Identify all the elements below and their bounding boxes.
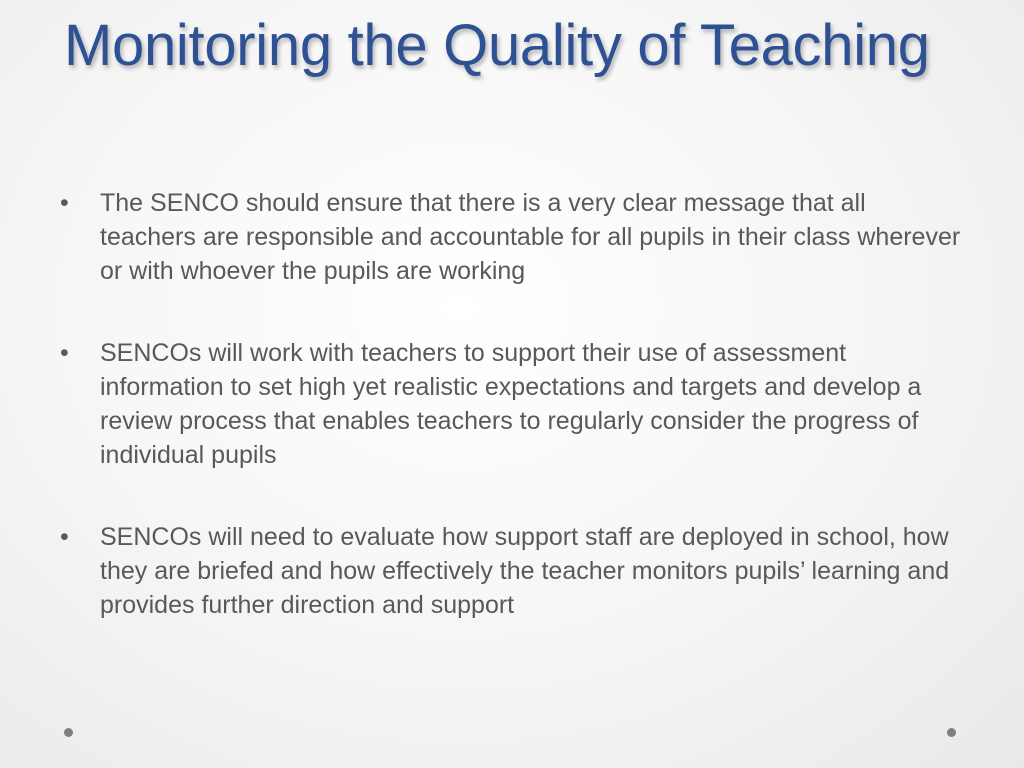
bullet-item bbox=[60, 186, 965, 288]
bullet-list bbox=[60, 186, 965, 670]
slide-title: Monitoring the Quality of Teaching bbox=[64, 13, 930, 78]
bullet-text: The SENCO should ensure that there is a very clear message that all teachers are responsible and accountable for all pupils in their class wherever or with whoever the pupils are working bbox=[100, 189, 961, 285]
bullet-text: SENCOs will need to evaluate how support staff are deployed in school, how they are briefed and how effectively the teacher monitors pupils’ learning and provides further direction and support bbox=[100, 523, 950, 619]
bullet-item bbox=[60, 520, 965, 622]
bullet-dot-icon: • bbox=[60, 339, 69, 367]
corner-dot-right-icon bbox=[947, 728, 956, 737]
bullet-text: SENCOs will work with teachers to support their use of assessment information to set high yet realistic expectations and targets and develop a review process that enables teachers to regularly consider the progress of individual pupils bbox=[100, 339, 922, 469]
bullet-item bbox=[60, 336, 965, 472]
bullet-dot-icon: • bbox=[60, 523, 69, 551]
corner-dot-left-icon bbox=[64, 728, 73, 737]
bullet-dot-icon: • bbox=[60, 189, 69, 217]
